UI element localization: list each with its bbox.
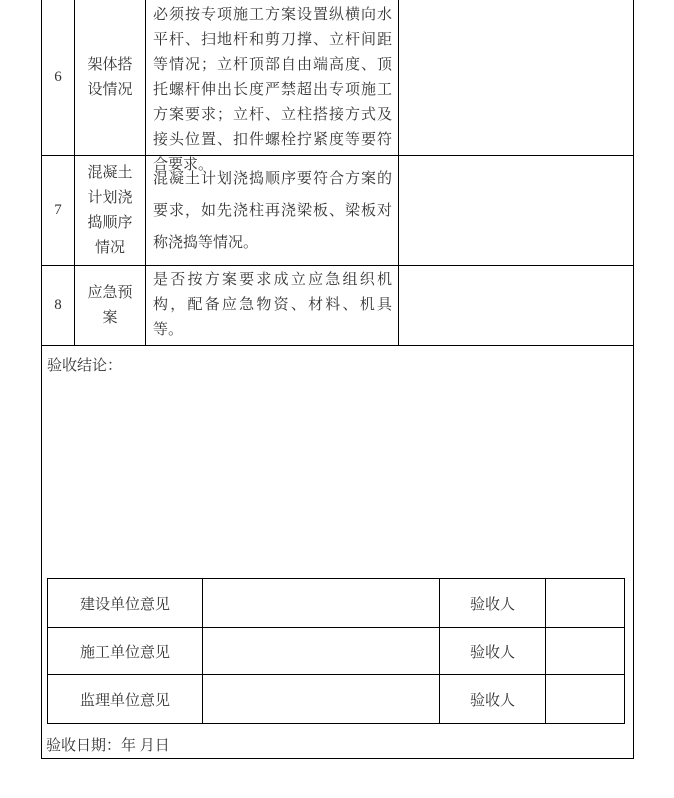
opinion-row xyxy=(48,579,624,627)
conclusion-label: 验收结论： xyxy=(47,358,123,374)
opinion-label: 施工单位意见 xyxy=(48,628,203,674)
opinion-content-cell[interactable] xyxy=(203,628,440,674)
table-row xyxy=(42,156,633,266)
opinions-table xyxy=(47,578,625,724)
result-cell[interactable] xyxy=(399,0,633,155)
requirement-cell xyxy=(146,156,399,265)
opinion-row xyxy=(48,627,624,675)
conclusion-cell[interactable] xyxy=(42,346,633,758)
row-number: 7 xyxy=(42,156,75,265)
checklist-table xyxy=(41,0,634,759)
item-name-cell: 混凝土计划浇捣顺序情况 xyxy=(75,156,146,265)
requirement-cell: 必须按专项施工方案设置纵横向水平杆、扫地杆和剪刀撑、立杆间距等情况；立杆顶部自由端高度、顶托螺杆伸出长度严禁超出专项施工方案要求；立杆、立柱搭接方式及接头位置、扣件螺栓拧紧度等要符合要求。 xyxy=(146,0,399,155)
requirement-cell xyxy=(146,266,399,345)
row-number: 6 xyxy=(42,0,75,155)
opinion-content-cell[interactable] xyxy=(203,579,440,627)
signature-cell[interactable] xyxy=(546,579,624,627)
requirement-text: 混凝土计划浇捣顺序要符合方案的要求，如先浇柱再浇梁板、梁板对称浇捣等情况。 xyxy=(153,170,392,251)
acceptance-date-label[interactable]: 验收日期：年 月日 xyxy=(46,738,170,754)
signature-cell[interactable] xyxy=(546,628,624,674)
row-number: 8 xyxy=(42,266,75,345)
opinion-label: 监理单位意见 xyxy=(48,675,203,723)
item-name-cell: 架体搭设情况 xyxy=(75,0,146,155)
requirement-text: 是否按方案要求成立应急组织机构，配备应急物资、材料、机具等。 xyxy=(153,272,392,338)
table-row xyxy=(42,266,633,346)
opinion-row xyxy=(48,675,624,723)
acceptor-label: 验收人 xyxy=(440,579,546,627)
opinion-content-cell[interactable] xyxy=(203,675,440,723)
acceptor-label: 验收人 xyxy=(440,675,546,723)
result-cell[interactable] xyxy=(399,156,633,265)
table-row xyxy=(42,0,633,173)
acceptor-label: 验收人 xyxy=(440,628,546,674)
result-cell[interactable] xyxy=(399,266,633,345)
item-name-cell: 应急预案 xyxy=(75,266,146,345)
signature-cell[interactable] xyxy=(546,675,624,723)
opinion-label: 建设单位意见 xyxy=(48,579,203,627)
